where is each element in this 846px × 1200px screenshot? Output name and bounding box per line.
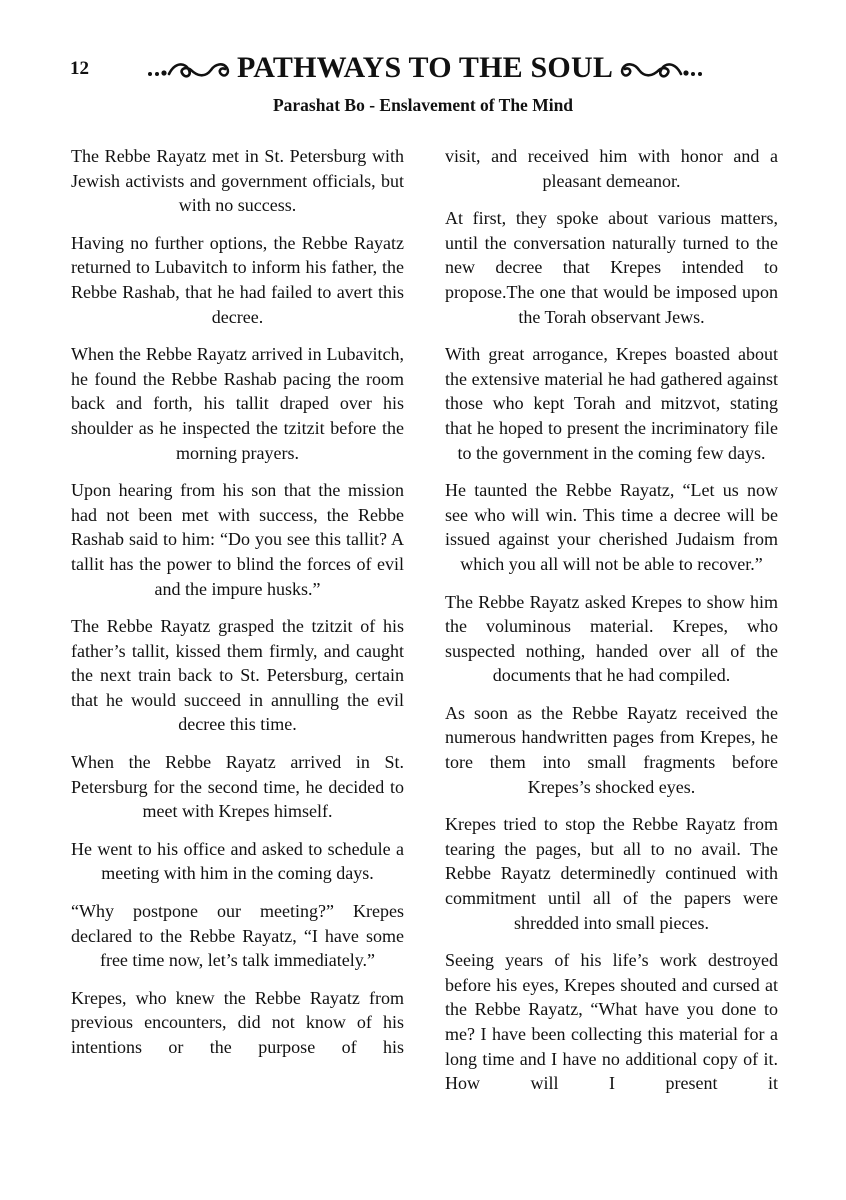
paragraph: With great arrogance, Krepes boasted about the extensive material he had gathered against those who kept Torah and mitzvot, stating that he hoped to present the incriminatory file to the government in the coming few days. xyxy=(445,344,778,463)
paragraph: Having no further options, the Rebbe Rayatz returned to Lubavitch to inform his father, the Rebbe Rashab, that he had failed to avert this decree. xyxy=(71,232,404,327)
paragraph: As soon as the Rebbe Rayatz received the numerous handwritten pages from Krepes, he tore them into small fragments before Krepes’s shocked eyes. xyxy=(445,702,778,797)
publication-title: PATHWAYS TO THE SOUL xyxy=(236,51,614,84)
paragraph: Krepes, who knew the Rebbe Rayatz from previous encounters, did not know of his intentions or the purpose of his xyxy=(71,987,404,1057)
article-subtitle: Parashat Bo - Enslavement of The Mind xyxy=(272,95,574,115)
paragraph: Upon hearing from his son that the mission had not been met with success, the Rebbe Rashab said to him: “Do you see this tallit? A tallit has the power to blind the forces of evil and the impure husks.” xyxy=(71,480,404,599)
page-number: 12 xyxy=(70,58,89,79)
running-header xyxy=(130,48,720,88)
right-flourish-ornament-icon xyxy=(617,54,705,82)
paragraph: When the Rebbe Rayatz arrived in Lubavitch, he found the Rebbe Rashab pacing the room back and forth, his tallit draped over his shoulder as he inspected the tzitzit before the morning prayers. xyxy=(71,344,404,463)
paragraph: visit, and received him with honor and a pleasant demeanor. xyxy=(445,146,778,191)
paragraph: Seeing years of his life’s work destroyed before his eyes, Krepes shouted and cursed at the Rebbe Rayatz, “What have you done to me? I have been collecting this material for a long time and I have no additional copy of it. How will I present it xyxy=(445,950,778,1094)
paragraph: The Rebbe Rayatz grasped the tzitzit of his father’s tallit, kissed them firmly, and caught the next train back to St. Petersburg, certain that he would succeed in annulling the evil decree this time. xyxy=(71,616,404,735)
paragraph: Krepes tried to stop the Rebbe Rayatz from tearing the pages, but all to no avail. The Rebbe Rayatz determinedly continued with commitment until all of the papers were shredded into small pieces. xyxy=(445,814,778,933)
paragraph: When the Rebbe Rayatz arrived in St. Petersburg for the second time, he decided to meet with Krepes himself. xyxy=(71,752,404,822)
paragraph: He taunted the Rebbe Rayatz, “Let us now see who will win. This time a decree will be issued against your cherished Judaism from which you all will not be able to recover.” xyxy=(445,480,778,574)
paragraph: At first, they spoke about various matters, until the conversation naturally turned to the new decree that Krepes intended to propose.The one that would be imposed upon the Torah observant Jews. xyxy=(445,208,778,327)
left-flourish-ornament-icon xyxy=(145,54,233,82)
paragraph: The Rebbe Rayatz met in St. Petersburg with Jewish activists and government officials, but with no success. xyxy=(71,146,404,216)
paragraph: “Why postpone our meeting?” Krepes declared to the Rebbe Rayatz, “I have some free time now, let’s talk immediately.” xyxy=(71,901,404,971)
left-text-column xyxy=(71,144,404,1073)
right-text-column xyxy=(445,144,778,1109)
paragraph: The Rebbe Rayatz asked Krepes to show him the voluminous material. Krepes, who suspected nothing, handed over all of the documents that he had compiled. xyxy=(445,591,778,686)
paragraph: He went to his office and asked to schedule a meeting with him in the coming days. xyxy=(71,838,404,884)
